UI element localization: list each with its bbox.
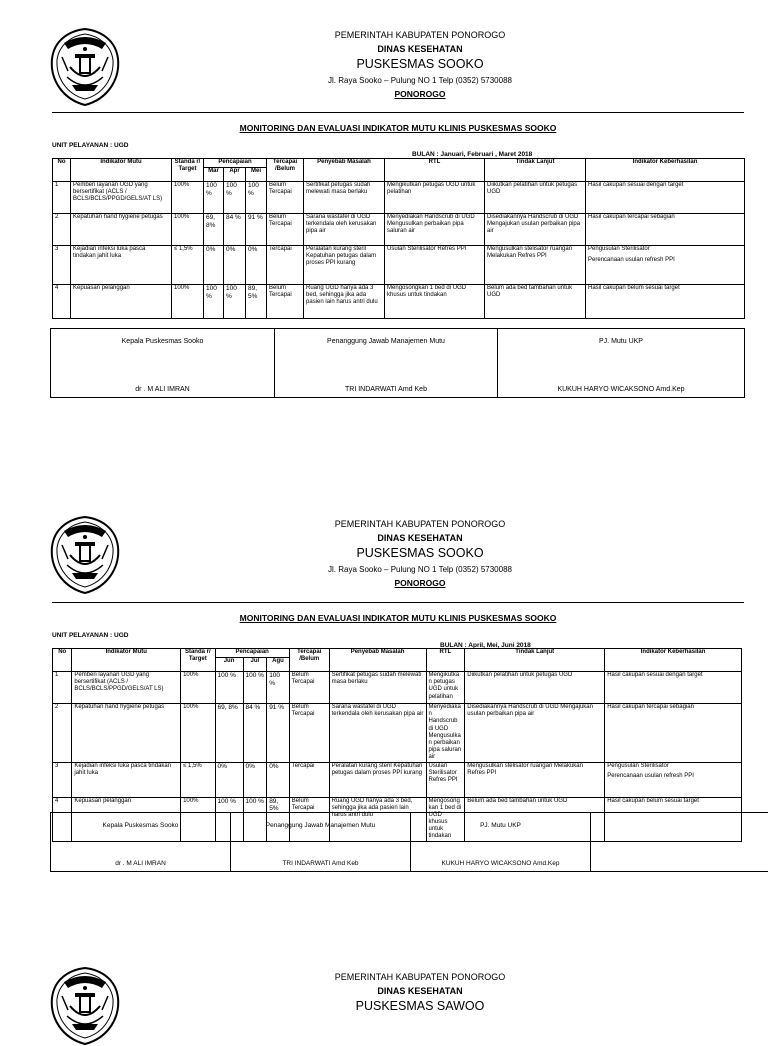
month-1: Jun bbox=[215, 658, 243, 672]
row-hasil: Hasil cakupan belum sesuai target bbox=[605, 797, 742, 841]
table-row bbox=[53, 704, 742, 763]
row-no: 2 bbox=[53, 704, 72, 763]
gov-name: PEMERINTAH KABUPATEN PONOROGO bbox=[170, 972, 670, 982]
row-status: Belum Tercapai bbox=[267, 214, 304, 246]
month-1: Mar bbox=[204, 168, 224, 182]
row-value-2: 0% bbox=[243, 762, 267, 797]
row-value-1: 100 % bbox=[215, 672, 243, 704]
row-indikator: Pemberi layanan UGD yang bersertifikat (ACLS / BCLS/BCLS/PPGD/GELS/AT LS) bbox=[72, 672, 181, 704]
divider bbox=[52, 602, 744, 603]
row-tindak: Disediakannya Handscrub di UGD Mengajukan usulan perbaikan pipa air bbox=[485, 214, 586, 246]
row-value-3: 100 % bbox=[246, 182, 267, 214]
row-tindak: Mengusulkan stelisator ruangan Melakukan Refres PPI bbox=[465, 762, 605, 797]
row-target: 100% bbox=[181, 672, 215, 704]
signature-block bbox=[50, 328, 745, 398]
month-3: Agu bbox=[267, 658, 290, 672]
row-value-1: 100 % bbox=[215, 797, 243, 841]
table-row bbox=[53, 214, 745, 246]
row-value-1: 0% bbox=[204, 246, 224, 285]
row-rtl: Mengikutkan petugas UGD untuk pelatihan bbox=[385, 182, 485, 214]
report-title: MONITORING DAN EVALUASI INDIKATOR MUTU KLINIS PUSKESMAS SOOKO bbox=[52, 123, 744, 133]
gov-name: PEMERINTAH KABUPATEN PONOROGO bbox=[170, 30, 670, 40]
col-penyebab: Penyebab Masalah bbox=[304, 159, 385, 182]
row-hasil bbox=[605, 762, 742, 797]
row-no: 4 bbox=[53, 285, 71, 319]
row-rtl: Usulan Sterilisator Refres PPI bbox=[426, 762, 465, 797]
city: PONOROGO bbox=[170, 89, 670, 99]
col-standar: Standa r/ Target bbox=[181, 649, 215, 672]
row-value-3: 89, 5% bbox=[246, 285, 267, 319]
col-tindak: Tindak Lanjut bbox=[485, 159, 586, 182]
row-no: 1 bbox=[53, 672, 72, 704]
row-tindak: Diikutkan pelatihan untuk petugas UGD bbox=[485, 182, 586, 214]
row-rtl: Menyediakan Handscrub di UGD Mengusulkan perbaikan pipa saluran air bbox=[426, 704, 465, 763]
row-value-2: 84 % bbox=[224, 214, 246, 246]
row-hasil-line2: Perencanaan usulan refresh PPI bbox=[588, 257, 742, 264]
col-penyebab: Penyebab Masalah bbox=[329, 649, 426, 672]
divider bbox=[52, 112, 744, 113]
unit-label: UNIT PELAYANAN : UGD bbox=[52, 632, 128, 639]
row-value-3: 91 % bbox=[267, 704, 290, 763]
signature-title: PJ. Mutu UKP bbox=[499, 338, 743, 345]
table-row bbox=[53, 182, 745, 214]
row-hasil: Hasil cakupan tercapai sebagian bbox=[586, 214, 745, 246]
row-penyebab: Peralatan kurang steril Kepatuhan petugas dalam proses PPI kurang bbox=[304, 246, 385, 285]
row-indikator: Kejadian infeksi luka pasca tindakan jahit luka bbox=[72, 762, 181, 797]
row-no: 3 bbox=[53, 246, 71, 285]
row-penyebab: Sertifikat petugas sudah melewati masa berlaku bbox=[329, 672, 426, 704]
row-indikator: Kejadian infeksi luka pasca tindakan jahit luka bbox=[71, 246, 172, 285]
row-hasil-line2: Perencanaan usulan refresh PPI bbox=[607, 773, 739, 780]
row-indikator: Kepatuhan hand hygiene petugas bbox=[72, 704, 181, 763]
row-value-2: 100 % bbox=[243, 797, 267, 841]
period-label: BULAN : April, Mei, Juni 2018 bbox=[440, 642, 531, 649]
puskesmas-name: PUSKESMAS SOOKO bbox=[170, 546, 670, 560]
col-keberhasilan: Indikator Keberhasilan bbox=[605, 649, 742, 672]
col-indikator: Indikator Mutu bbox=[72, 649, 181, 672]
signature-ukp bbox=[411, 813, 591, 872]
row-target: 100% bbox=[181, 797, 215, 841]
row-value-1: 100 % bbox=[204, 285, 224, 319]
row-no: 4 bbox=[53, 797, 72, 841]
table-row bbox=[53, 762, 742, 797]
row-status: Tercapai bbox=[267, 246, 304, 285]
signature-name: TRI INDARWATI Amd Keb bbox=[231, 860, 410, 867]
signature-kepala bbox=[51, 329, 275, 398]
ponorogo-logo-icon bbox=[50, 515, 120, 595]
col-rtl: RTL bbox=[426, 649, 465, 672]
row-value-3: 0% bbox=[246, 246, 267, 285]
letterhead bbox=[170, 519, 670, 588]
row-hasil bbox=[586, 246, 745, 285]
ponorogo-logo-icon bbox=[50, 27, 120, 107]
signature-empty bbox=[591, 813, 768, 872]
row-hasil: Hasil cakupan tercapai sebagian bbox=[605, 704, 742, 763]
office-name: DINAS KESEHATAN bbox=[170, 533, 670, 543]
signature-name: KUKUH HARYO WICAKSONO Amd.Kep bbox=[498, 386, 744, 393]
signature-name: dr . M ALI IMRAN bbox=[51, 860, 230, 867]
row-penyebab: Ruang UGD hanya ada 3 bed, sehingga jika ada pasien lain harus antri dulu bbox=[329, 797, 426, 841]
letterhead bbox=[170, 972, 670, 1013]
row-penyebab: Ruang UGD hanya ada 3 bed, sehingga jika ada pasien lain harus antri dulu bbox=[304, 285, 385, 319]
row-status: Belum Tercapai bbox=[289, 797, 329, 841]
col-tercapai: Tercapai /Belum bbox=[289, 649, 329, 672]
row-value-3: 91 % bbox=[246, 214, 267, 246]
signature-title: Kepala Puskesmas Sooko bbox=[52, 822, 229, 829]
row-rtl: Mengosongkan 1 bed di UGD khusus untuk tindakan bbox=[385, 285, 485, 319]
gov-name: PEMERINTAH KABUPATEN PONOROGO bbox=[170, 519, 670, 529]
indicator-table bbox=[52, 158, 745, 319]
row-status: Belum Tercapai bbox=[289, 704, 329, 763]
row-hasil: Hasil cakupan belum sesuai target bbox=[586, 285, 745, 319]
row-no: 1 bbox=[53, 182, 71, 214]
signature-title: PJ. Mutu UKP bbox=[412, 822, 589, 829]
row-tindak: Mengusulkan stelisator ruangan Melakukan Refres PPI bbox=[485, 246, 586, 285]
row-value-3: 100 % bbox=[267, 672, 290, 704]
col-pencapaian: Pencapaian bbox=[204, 159, 267, 168]
row-value-3: 0% bbox=[267, 762, 290, 797]
row-value-1: 69, 8% bbox=[215, 704, 243, 763]
address: Jl. Raya Sooko – Pulung NO 1 Telp (0352) 5730088 bbox=[170, 76, 670, 85]
office-name: DINAS KESEHATAN bbox=[170, 986, 670, 996]
row-target: ≤ 1,5% bbox=[181, 762, 215, 797]
signature-manajemen bbox=[231, 813, 411, 872]
month-3: Mei bbox=[246, 168, 267, 182]
col-no: No bbox=[53, 649, 72, 672]
row-value-1: 69, 8% bbox=[204, 214, 224, 246]
table-row bbox=[53, 285, 745, 319]
row-tindak: Diikutkan pelatihan untuk petugas UGD bbox=[465, 672, 605, 704]
row-indikator: Kepuasan pelanggan bbox=[72, 797, 181, 841]
col-tercapai: Tercapai /Belum bbox=[267, 159, 304, 182]
col-pencapaian: Pencapaian bbox=[215, 649, 289, 658]
row-rtl: Mengikutkan petugas UGD untuk pelatihan bbox=[426, 672, 465, 704]
signature-name: TRI INDARWATI Amd Keb bbox=[275, 386, 497, 393]
table-row bbox=[53, 246, 745, 285]
row-status: Belum Tercapai bbox=[289, 672, 329, 704]
row-penyebab: Sertifikat petugas sudah melewati masa berlaku bbox=[304, 182, 385, 214]
row-hasil-line1: Pengusulan Sterilisator bbox=[588, 246, 742, 253]
row-tindak: Belum ada bed tambahan untuk UGD bbox=[485, 285, 586, 319]
puskesmas-name: PUSKESMAS SAWOO bbox=[170, 999, 670, 1013]
row-no: 3 bbox=[53, 762, 72, 797]
row-hasil-line1: Pengusulan Sterilisator bbox=[607, 763, 739, 770]
letterhead bbox=[170, 30, 670, 99]
signature-title: Penanggung Jawab Manajemen Mutu bbox=[232, 822, 409, 829]
row-rtl: Mengosongkan 1 bed di UGD khusus untuk tindakan bbox=[426, 797, 465, 841]
signature-manajemen bbox=[275, 329, 498, 398]
row-rtl: Usulan Sterilisator Refres PPI bbox=[385, 246, 485, 285]
report-title: MONITORING DAN EVALUASI INDIKATOR MUTU KLINIS PUSKESMAS SOOKO bbox=[52, 613, 744, 623]
row-status: Belum Tercapai bbox=[267, 182, 304, 214]
row-hasil: Hasil cakupan sesuai dengan target bbox=[605, 672, 742, 704]
row-value-2: 100 % bbox=[224, 285, 246, 319]
signature-block bbox=[50, 812, 768, 872]
row-penyebab: Sarana wastafel di UGD terkendala oleh kerusakan pipa air bbox=[304, 214, 385, 246]
ponorogo-logo-icon bbox=[50, 966, 120, 1046]
city: PONOROGO bbox=[170, 578, 670, 588]
col-no: No bbox=[53, 159, 71, 182]
signature-kepala bbox=[51, 813, 231, 872]
col-tindak: Tindak Lanjut bbox=[465, 649, 605, 672]
signature-ukp bbox=[498, 329, 745, 398]
signature-name: dr . M ALI IMRAN bbox=[51, 386, 274, 393]
row-status: Tercapai bbox=[289, 762, 329, 797]
month-2: Apr bbox=[224, 168, 246, 182]
period-label: BULAN : Januari, Februari , Maret 2018 bbox=[412, 151, 532, 158]
unit-label: UNIT PELAYANAN : UGD bbox=[52, 142, 128, 149]
signature-name: KUKUH HARYO WICAKSONO Amd.Kep bbox=[411, 860, 590, 867]
row-indikator: Pemberi layanan UGD yang bersertifikat (ACLS / BCLS/BCLS/PPGD/GELS/AT LS) bbox=[71, 182, 172, 214]
row-status: Belum Tercapai bbox=[267, 285, 304, 319]
row-tindak: Disediakannya Handscrub di UGD Mengajukan usulan perbaikan pipa air bbox=[465, 704, 605, 763]
month-2: Jul bbox=[243, 658, 267, 672]
row-value-1: 0% bbox=[215, 762, 243, 797]
row-target: ≤ 1,5% bbox=[172, 246, 204, 285]
row-target: 100% bbox=[172, 285, 204, 319]
puskesmas-name: PUSKESMAS SOOKO bbox=[170, 57, 670, 71]
address: Jl. Raya Sooko – Pulung NO 1 Telp (0352) 5730088 bbox=[170, 565, 670, 574]
col-indikator: Indikator Mutu bbox=[71, 159, 172, 182]
row-target: 100% bbox=[172, 182, 204, 214]
col-rtl: RTL bbox=[385, 159, 485, 182]
row-indikator: Kepuasan pelanggan bbox=[71, 285, 172, 319]
row-no: 2 bbox=[53, 214, 71, 246]
signature-title: Kepala Puskesmas Sooko bbox=[52, 338, 273, 345]
row-target: 100% bbox=[172, 214, 204, 246]
row-value-2: 100 % bbox=[243, 672, 267, 704]
row-rtl: Menyediakan Handscrub di UGD Mengusulkan perbaikan pipa saluran air bbox=[385, 214, 485, 246]
row-tindak: Belum ada bed tambahan untuk UGD bbox=[465, 797, 605, 841]
table-row bbox=[53, 672, 742, 704]
row-penyebab: Peralatan kurang steril Kepatuhan petugas dalam proses PPI kurang bbox=[329, 762, 426, 797]
col-standar: Standa r/ Target bbox=[172, 159, 204, 182]
row-value-3: 89, 5% bbox=[267, 797, 290, 841]
row-value-2: 84 % bbox=[243, 704, 267, 763]
row-penyebab: Sarana wastafel di UGD terkendala oleh kerusakan pipa air bbox=[329, 704, 426, 763]
row-value-2: 100 % bbox=[224, 182, 246, 214]
row-value-2: 0% bbox=[224, 246, 246, 285]
row-hasil: Hasil cakupan sesuai dengan target bbox=[586, 182, 745, 214]
row-value-1: 100 % bbox=[204, 182, 224, 214]
row-target: 100% bbox=[181, 704, 215, 763]
row-indikator: Kepatuhan hand hygiene petugas bbox=[71, 214, 172, 246]
col-keberhasilan: Indikator Keberhasilan bbox=[586, 159, 745, 182]
signature-title: Penanggung Jawab Manajemen Mutu bbox=[276, 338, 496, 345]
office-name: DINAS KESEHATAN bbox=[170, 44, 670, 54]
